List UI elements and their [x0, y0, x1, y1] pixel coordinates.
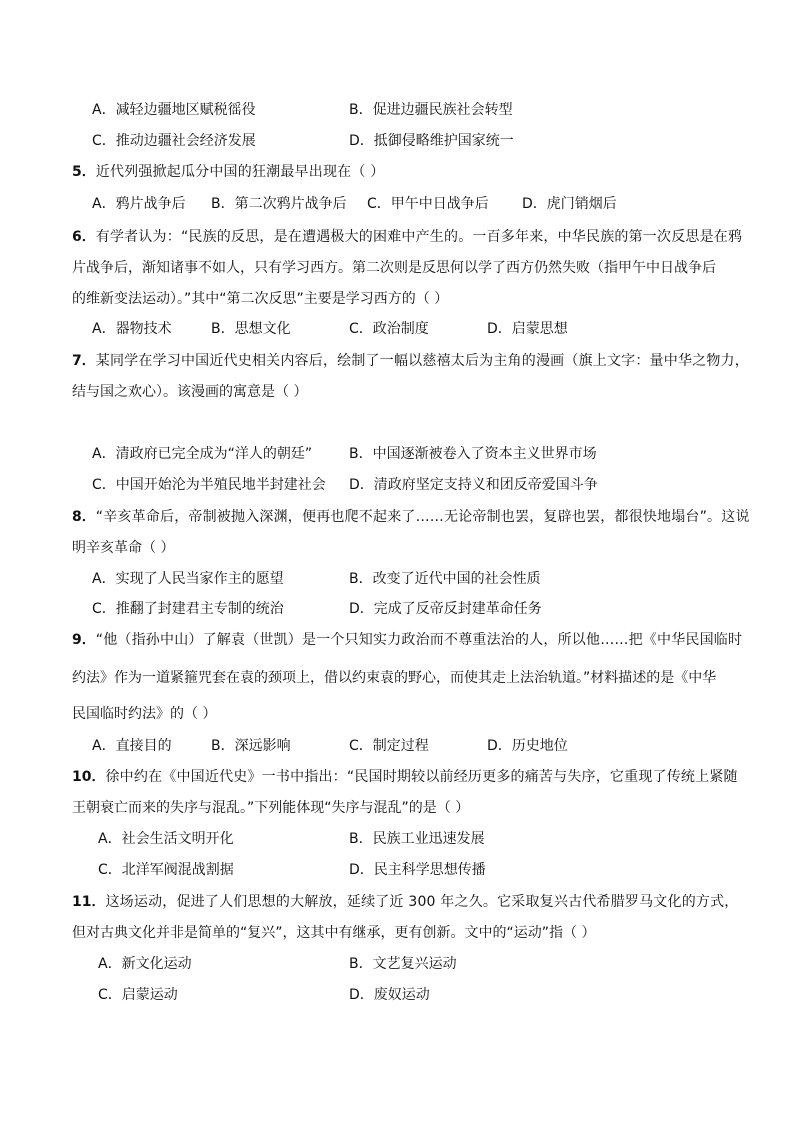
question-9-line-1 [72, 631, 743, 649]
q4-option-a: A．减轻边疆地区赋税徭役 [92, 102, 256, 118]
question-11-line-1 [72, 893, 739, 911]
q4-option-d: D．抵御侵略维护国家统一 [349, 133, 514, 149]
q8-option-c: C．推翻了封建君主专制的统治 [92, 601, 284, 617]
question-10-line-2: 王朝衰亡而来的失序与混乱。”下列能体现“失序与混乱”的是（ ） [72, 800, 470, 816]
question-stem: 近代列强掀起瓜分中国的狂潮最早出现在（ ） [95, 164, 385, 180]
question-stem: “他（指孙中山）了解袁（世凯）是一个只知实力政治而不尊重法治的人，所以他……把《中华民国临时 [95, 632, 743, 648]
question-number: 6． [72, 229, 96, 245]
q8-option-b: B．改变了近代中国的社会性质 [349, 571, 541, 587]
q8-option-a: A．实现了人民当家作主的愿望 [92, 571, 284, 587]
q6-option-d: D．启蒙思想 [487, 321, 568, 337]
question-number: 8． [72, 509, 96, 525]
question-stem: 有学者认为：“民族的反思，是在遭遇极大的困难中产生的。一百多年来，中华民族的第一次反思是在鸦 [95, 229, 743, 245]
q6-option-a: A．器物技术 [92, 321, 172, 337]
question-number: 5． [72, 164, 96, 180]
question-9-line-2: 约法》作为一道紧箍咒套在袁的颈项上，借以约束袁的野心，而使其走上法治轨道。”材料描述的是《中华 [72, 670, 717, 686]
question-10-line-1 [72, 768, 738, 786]
q10-option-c: C．北洋军阀混战割据 [98, 862, 234, 878]
q5-option-b: B．第二次鸦片战争后 [211, 196, 347, 212]
question-5 [72, 163, 722, 181]
q6-option-c: C．政治制度 [349, 321, 429, 337]
q10-option-d: D．民主科学思想传播 [349, 862, 486, 878]
q4-option-b: B．促进边疆民族社会转型 [349, 102, 513, 118]
q6-option-b: B．思想文化 [211, 321, 291, 337]
q5-option-a: A．鸦片战争后 [92, 196, 186, 212]
question-number: 9． [72, 632, 96, 648]
question-6-line-1 [72, 228, 743, 246]
question-6-line-3: 的维新变法运动）。”其中“第二次反思”主要是学习西方的（ ） [72, 291, 449, 307]
question-8-line-1 [72, 508, 750, 526]
question-8-line-2: 明辛亥革命（ ） [72, 540, 175, 556]
question-stem: 这场运动，促进了人们思想的大解放，延续了近 300 年之久。它采取复兴古代希腊罗马文化的方式， [105, 894, 739, 910]
question-stem: 某同学在学习中国近代史相关内容后，绘制了一幅以慈禧太后为主角的漫画（旗上文字：量中华之物力， [95, 353, 749, 369]
q4-option-c: C．推动边疆社会经济发展 [92, 133, 256, 149]
q7-option-a: A．清政府已完全成为“洋人的朝廷” [92, 446, 313, 462]
question-11-line-2: 但对古典文化并非是简单的“复兴”，这其中有继承，更有创新。文中的“运动”指（ ） [72, 925, 596, 941]
question-number: 10． [72, 769, 106, 785]
q11-option-a: A．新文化运动 [98, 956, 192, 972]
q10-option-a: A．社会生活文明开化 [98, 831, 234, 847]
q11-option-b: B．文艺复兴运动 [349, 956, 457, 972]
question-6-line-2: 片战争后，渐知诸事不如人，只有学习西方。第二次则是反思何以学了西方仍然失败（指甲午中日战争后 [72, 260, 716, 276]
question-stem: 徐中约在《中国近代史》一书中指出：“民国时期较以前经历更多的痛苦与失序，它重现了传统上紧随 [105, 769, 738, 785]
q7-option-d: D．清政府坚定支持义和团反帝爱国斗争 [349, 477, 598, 493]
q11-option-c: C．启蒙运动 [98, 987, 178, 1003]
q9-option-d: D．历史地位 [487, 738, 568, 754]
q9-option-a: A．直接目的 [92, 738, 172, 754]
q7-option-c: C．中国开始沦为半殖民地半封建社会 [92, 477, 326, 493]
q7-option-b: B．中国逐渐被卷入了资本主义世界市场 [349, 446, 597, 462]
q9-option-b: B．深远影响 [211, 738, 291, 754]
question-number: 7． [72, 353, 96, 369]
question-number: 11． [72, 894, 106, 910]
question-9-line-3: 民国临时约法》的（ ） [72, 706, 217, 722]
q9-option-c: C．制定过程 [349, 738, 429, 754]
question-stem: “辛亥革命后，帝制被抛入深渊，便再也爬不起来了……无论帝制也罢，复辟也罢，都很快地塌台”。这说 [95, 509, 750, 525]
q5-option-d: D．虎门销烟后 [522, 196, 617, 212]
q8-option-d: D．完成了反帝反封建革命任务 [349, 601, 542, 617]
q11-option-d: D．废奴运动 [349, 987, 430, 1003]
q10-option-b: B．民族工业迅速发展 [349, 831, 485, 847]
q5-option-c: C．甲午中日战争后 [367, 196, 489, 212]
question-7-line-1 [72, 352, 749, 370]
question-7-line-2: 结与国之欢心）。该漫画的寓意是（ ） [72, 384, 308, 400]
